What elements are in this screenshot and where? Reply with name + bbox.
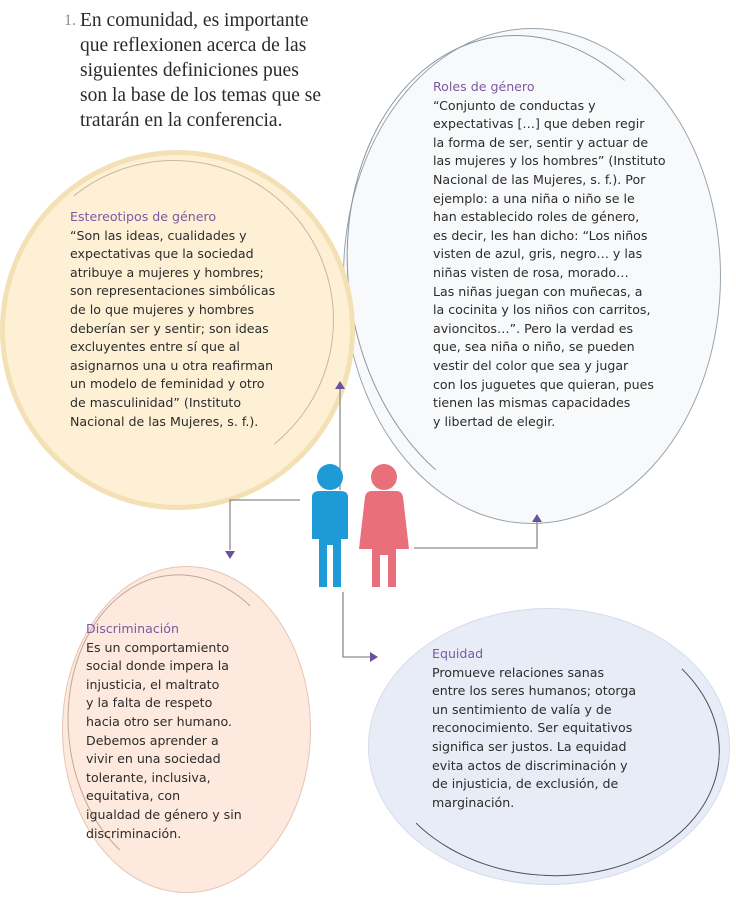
roles-line: la cocinita y los niños con carritos, <box>433 302 651 318</box>
instruction-line: que reflexionen acerca de las <box>80 35 307 56</box>
estereotipos-line: Nacional de las Mujeres, s. f.). <box>70 413 259 429</box>
roles-line: vestir del color que sea y jugar <box>433 357 629 373</box>
estereotipos-text <box>70 208 275 431</box>
connector-to-equidad <box>343 592 372 657</box>
roles-line: con los juguetes que quieran, pues <box>433 376 654 392</box>
discriminacion-line: vivir en una sociedad <box>86 751 221 767</box>
estereotipos-line: son representaciones simbólicas <box>70 283 276 299</box>
roles-line: Las niñas juegan con muñecas, a <box>433 283 643 299</box>
man-figure-icon <box>312 464 348 587</box>
discriminacion-text <box>86 620 242 843</box>
roles-line: “Conjunto de conductas y <box>433 97 596 113</box>
discriminacion-title: Discriminación <box>86 621 179 636</box>
equidad-line: de injusticia, de exclusión, de <box>432 776 619 792</box>
roles-line: Nacional de las Mujeres, s. f.). Por <box>433 171 646 187</box>
roles-line: avioncitos…”. Pero la verdad es <box>433 320 634 336</box>
equidad-line: evita actos de discriminación y <box>432 757 628 773</box>
roles-line: visten de azul, gris, negro… y las <box>433 246 643 262</box>
roles-text <box>433 78 666 431</box>
instruction-number: 1. <box>64 12 76 29</box>
estereotipos-line: asignarnos una u otra reafirman <box>70 357 274 373</box>
instruction-text <box>64 8 370 133</box>
equidad-line: Promueve relaciones sanas <box>432 664 605 680</box>
equidad-line: entre los seres humanos; otorga <box>432 683 637 699</box>
equidad-line: reconocimiento. Ser equitativos <box>432 720 633 736</box>
instruction-line: siguientes definiciones pues <box>80 60 299 81</box>
discriminacion-line: Es un comportamiento <box>86 639 230 655</box>
people-icon <box>300 463 415 591</box>
estereotipos-line: deberían ser y sentir; son ideas <box>70 320 269 336</box>
instruction-line: tratarán en la conferencia. <box>80 110 283 131</box>
roles-line: niñas visten de rosa, morado… <box>433 264 629 280</box>
estereotipos-line: de lo que mujeres y hombres <box>70 301 255 317</box>
discriminacion-line: equitativa, con <box>86 788 181 804</box>
equidad-line: significa ser justos. La equidad <box>432 738 627 754</box>
equidad-title: Equidad <box>432 646 484 661</box>
instruction-line: En comunidad, es importante <box>80 10 309 31</box>
roles-line: y libertad de elegir. <box>433 413 556 429</box>
estereotipos-line: excluyentes entre sí que al <box>70 339 240 355</box>
equidad-text <box>432 645 636 812</box>
roles-line: tienen las mismas capacidades <box>433 395 631 411</box>
estereotipos-line: “Son las ideas, cualidades y <box>70 227 247 243</box>
discriminacion-line: y la falta de respeto <box>86 695 213 711</box>
estereotipos-line: un modelo de feminidad y otro <box>70 376 265 392</box>
roles-line: ejemplo: a una niña o niño se le <box>433 190 635 206</box>
arrow-icon <box>370 652 378 662</box>
roles-line: la forma de ser, sentir y actuar de <box>433 134 649 150</box>
discriminacion-line: Debemos aprender a <box>86 732 219 748</box>
estereotipos-line: atribuye a mujeres y hombres; <box>70 264 264 280</box>
estereotipos-line: expectativas que la sociedad <box>70 246 254 262</box>
roles-line: que, sea niña o niño, se pueden <box>433 339 635 355</box>
discriminacion-line: igualdad de género y sin <box>86 806 242 822</box>
roles-line: han establecido roles de género, <box>433 209 640 225</box>
estereotipos-line: de masculinidad” (Instituto <box>70 394 242 410</box>
instruction-line: son la base de los temas que se <box>80 85 321 106</box>
roles-line: expectativas […] que deben regir <box>433 116 645 132</box>
discriminacion-line: hacia otro ser humano. <box>86 713 233 729</box>
woman-figure-icon <box>359 464 409 587</box>
equidad-line: marginación. <box>432 794 515 810</box>
arrow-icon <box>225 551 235 559</box>
connector-to-discriminacion <box>230 500 300 550</box>
estereotipos-title: Estereotipos de género <box>70 209 217 224</box>
equidad-line: un sentimiento de valía y de <box>432 701 612 717</box>
roles-line: es decir, les han dicho: “Los niños <box>433 227 648 243</box>
discriminacion-line: tolerante, inclusiva, <box>86 769 211 785</box>
discriminacion-line: injusticia, el maltrato <box>86 676 220 692</box>
roles-line: las mujeres y los hombres” (Instituto <box>433 153 666 169</box>
connector-to-roles <box>414 520 537 548</box>
roles-title: Roles de género <box>433 79 535 94</box>
discriminacion-line: discriminación. <box>86 825 182 841</box>
discriminacion-line: social donde impera la <box>86 658 229 674</box>
